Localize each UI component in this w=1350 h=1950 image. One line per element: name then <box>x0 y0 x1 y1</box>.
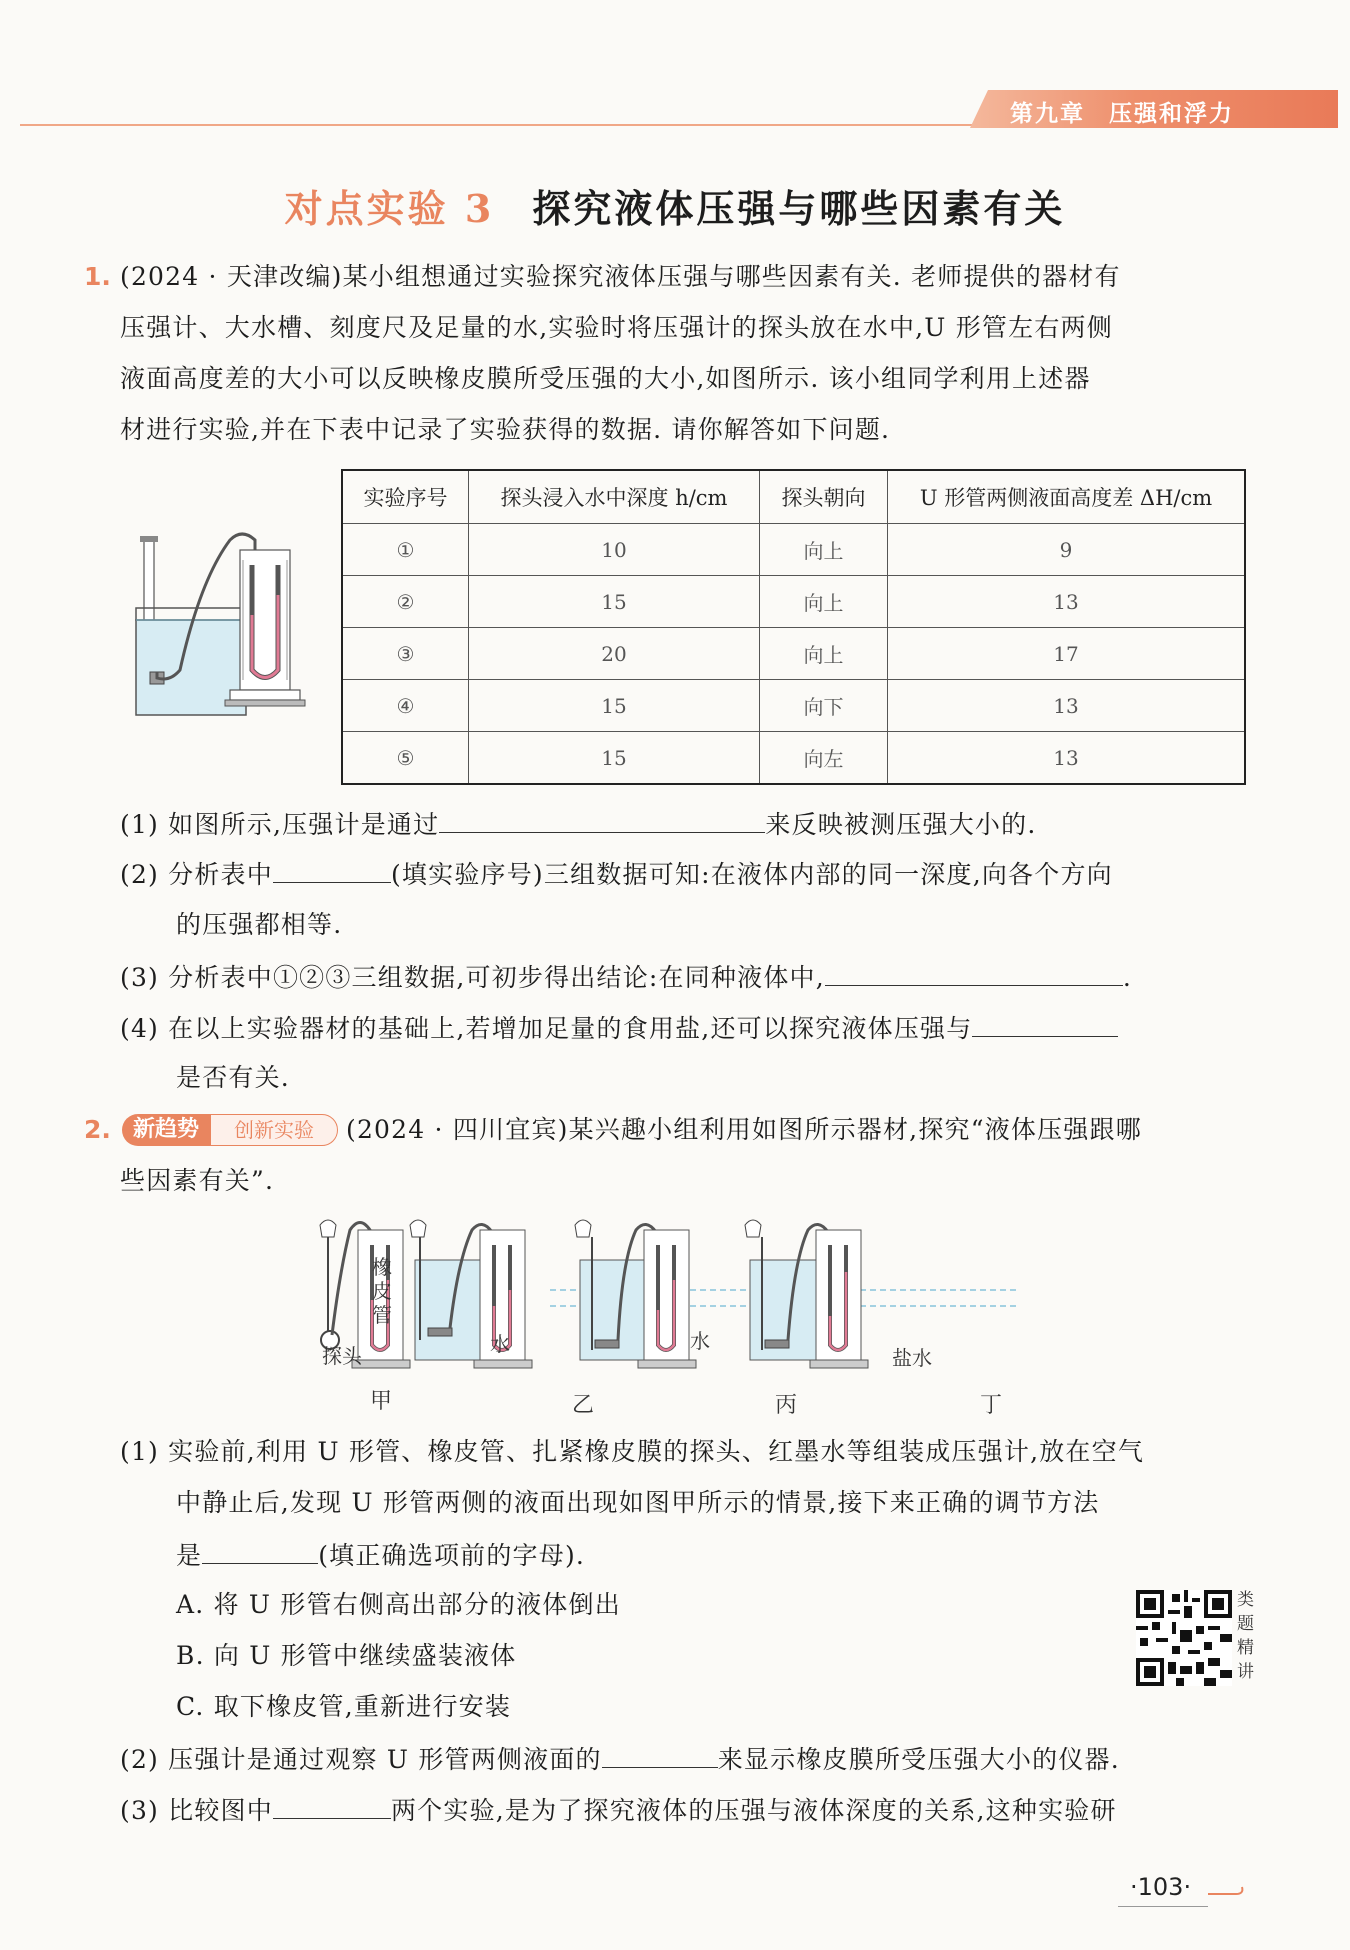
caption-jia: 甲 <box>370 1389 393 1414</box>
water-label-1: 水 <box>490 1332 510 1356</box>
q2-stem-line-1: (2024 · 四川宜宾)某兴趣小组利用如图所示器材,探究“液体压强跟哪 <box>346 1115 1142 1144</box>
table-cell: 向上 <box>760 576 888 628</box>
q2-sub1-line-3: 是 (填正确选项前的字母). <box>176 1541 586 1570</box>
q2-sub1-line-1: (1) 实验前,利用 U 形管、橡皮管、扎紧橡皮膜的探头、红墨水等组装成压强计,放在空气 <box>120 1437 1145 1466</box>
table-row <box>342 524 1245 576</box>
q1-stem-line-1: (2024 · 天津改编)某小组想通过实验探究液体压强与哪些因素有关. 老师提供的器材有 <box>120 262 1121 291</box>
setup-bing <box>575 1220 696 1368</box>
column-header: 实验序号 <box>342 470 469 524</box>
answer-blank[interactable] <box>439 808 765 833</box>
qr-label: 类题精讲 <box>1237 1590 1254 1682</box>
table-cell: 15 <box>469 680 760 732</box>
q1-sub2-cont: 的压强都相等. <box>176 910 343 939</box>
table-row <box>342 680 1245 732</box>
table-row <box>342 576 1245 628</box>
table-header-row <box>342 470 1245 524</box>
table-cell: 13 <box>888 732 1246 785</box>
qr-code-icon[interactable] <box>1136 1590 1232 1686</box>
table-cell: 17 <box>888 628 1246 680</box>
table-cell: 向下 <box>760 680 888 732</box>
table-cell: 20 <box>469 628 760 680</box>
column-header: 探头浸入水中深度 h/cm <box>469 470 760 524</box>
caption-ding: 丁 <box>980 1393 1003 1418</box>
answer-blank[interactable] <box>972 1012 1118 1037</box>
q1-stem-line-4: 材进行实验,并在下表中记录了实验获得的数据. 请你解答如下问题. <box>120 415 891 444</box>
q1-stem-line-3: 液面高度差的大小可以反映橡皮膜所受压强的大小,如图所示. 该小组同学利用上述器 <box>120 364 1091 393</box>
option-a: A. 将 U 形管右侧高出部分的液体倒出 <box>176 1590 621 1619</box>
question-1-number: 1. <box>84 262 111 291</box>
q1-sub1: (1) 如图所示,压强计是通过 来反映被测压强大小的. <box>120 810 1037 839</box>
q2-stem-line-2: 些因素有关”. <box>120 1166 275 1195</box>
table-cell: 10 <box>469 524 760 576</box>
salt-water-label: 盐水 <box>892 1346 932 1370</box>
rubber-tube-label: 橡皮管 <box>372 1255 392 1327</box>
pressure-gauge-figure <box>130 520 320 720</box>
q1-stem-line-2: 压强计、大水槽、刻度尺及足量的水,实验时将压强计的探头放在水中,U 形管左右两侧 <box>120 313 1113 342</box>
table-cell: ① <box>342 524 469 576</box>
section-label: 对点实验 3 <box>284 186 495 231</box>
table-cell: ② <box>342 576 469 628</box>
answer-blank[interactable] <box>273 1794 391 1819</box>
caption-bing: 丙 <box>775 1393 798 1418</box>
q2-sub2: (2) 压强计是通过观察 U 形管两侧液面的 来显示橡皮膜所受压强大小的仪器. <box>120 1745 1120 1774</box>
page-number: ·103· <box>1130 1873 1192 1901</box>
page-corner-arrow-icon <box>1206 1880 1246 1904</box>
water-label-2: 水 <box>690 1329 710 1353</box>
probe-label: 探头 <box>322 1344 362 1368</box>
table-cell: 向上 <box>760 524 888 576</box>
answer-blank[interactable] <box>273 858 391 883</box>
table-cell: ③ <box>342 628 469 680</box>
q2-sub3: (3) 比较图中 两个实验,是为了探究液体的压强与液体深度的关系,这种实验研 <box>120 1796 1117 1825</box>
section-text: 探究液体压强与哪些因素有关 <box>532 186 1066 231</box>
data-table <box>341 469 1246 785</box>
answer-blank[interactable] <box>202 1539 318 1564</box>
table-cell: 15 <box>469 732 760 785</box>
chapter-heading: 第九章 压强和浮力 <box>1010 101 1234 127</box>
column-header: 探头朝向 <box>760 470 888 524</box>
table-cell: 向上 <box>760 628 888 680</box>
q1-sub4-cont: 是否有关. <box>176 1063 290 1092</box>
experiments-figure <box>300 1210 1090 1380</box>
question-2-number: 2. <box>84 1115 111 1144</box>
caption-yi: 乙 <box>572 1393 595 1418</box>
q2-sub1-line-2: 中静止后,发现 U 形管两侧的液面出现如图甲所示的情景,接下来正确的调节方法 <box>176 1488 1100 1517</box>
answer-blank[interactable] <box>825 961 1123 986</box>
setup-ding <box>745 1220 868 1368</box>
column-header: U 形管两侧液面高度差 ΔH/cm <box>888 470 1246 524</box>
table-cell: ④ <box>342 680 469 732</box>
answer-blank[interactable] <box>602 1743 718 1768</box>
section-title <box>0 178 1350 233</box>
table-cell: 13 <box>888 680 1246 732</box>
option-b: B. 向 U 形管中继续盛装液体 <box>176 1641 517 1670</box>
page-number-underline <box>1118 1906 1208 1907</box>
table-cell: 15 <box>469 576 760 628</box>
table-cell: ⑤ <box>342 732 469 785</box>
innovation-tag: 创新实验 <box>210 1114 338 1146</box>
table-row <box>342 732 1245 785</box>
trend-tag: 新趋势 <box>122 1114 210 1146</box>
table-cell: 13 <box>888 576 1246 628</box>
setup-yi <box>410 1220 532 1368</box>
q1-sub3: (3) 分析表中①②③三组数据,可初步得出结论:在同种液体中, . <box>120 963 1133 992</box>
table-cell: 向左 <box>760 732 888 785</box>
table-cell: 9 <box>888 524 1246 576</box>
q1-sub4: (4) 在以上实验器材的基础上,若增加足量的食用盐,还可以探究液体压强与 <box>120 1012 1118 1044</box>
q1-sub2: (2) 分析表中 (填实验序号)三组数据可知:在液体内部的同一深度,向各个方向 <box>120 860 1113 889</box>
option-c: C. 取下橡皮管,重新进行安装 <box>176 1692 512 1721</box>
table-row <box>342 628 1245 680</box>
